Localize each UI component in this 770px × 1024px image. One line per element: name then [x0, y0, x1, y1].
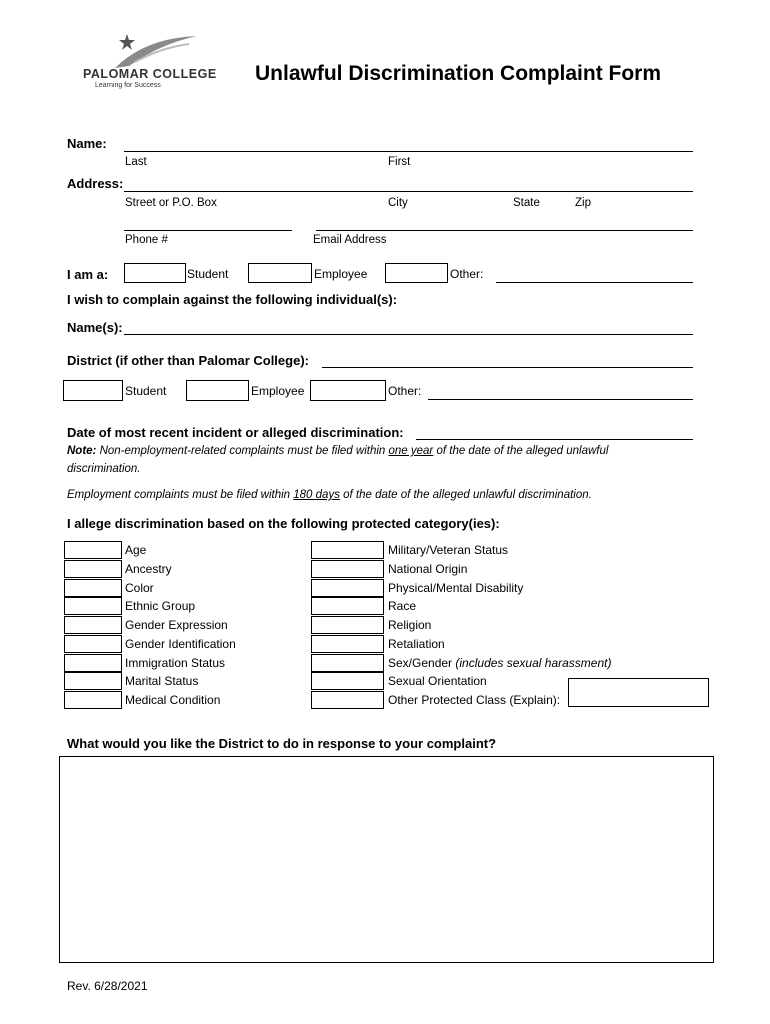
response-textarea[interactable]	[59, 756, 714, 963]
address-label: Address:	[67, 176, 124, 191]
category-label-text: National Origin	[388, 561, 468, 576]
name-line[interactable]	[124, 151, 693, 152]
category-label	[388, 656, 611, 670]
last-caption: Last	[125, 156, 147, 168]
emp-underline: 180 days	[293, 489, 340, 501]
zip-caption: Zip	[575, 197, 591, 209]
street-caption: Street or P.O. Box	[125, 197, 217, 209]
email-caption: Email Address	[313, 234, 387, 246]
other-protected-explain-box[interactable]	[568, 678, 709, 707]
category-label	[388, 618, 431, 632]
category-checkbox[interactable]	[311, 691, 384, 709]
district-line[interactable]	[322, 367, 693, 368]
category-label: Gender Expression	[125, 618, 228, 632]
revision-date: Rev. 6/28/2021	[67, 979, 148, 993]
against-heading: I wish to complain against the following individual(s):	[67, 292, 398, 307]
note-bold: Note:	[67, 445, 97, 457]
star-swoosh-icon	[105, 30, 205, 72]
category-checkbox[interactable]	[311, 579, 384, 597]
category-checkbox[interactable]	[64, 635, 122, 653]
iam-other-label: Other:	[450, 267, 484, 281]
iam-employee-checkbox[interactable]	[248, 263, 312, 283]
note-post: of the date of the alleged unlawful	[433, 445, 609, 457]
note-underline: one year	[388, 445, 434, 457]
note-line2: discrimination.	[67, 463, 141, 475]
category-checkbox[interactable]	[311, 597, 384, 615]
category-label-text: Other Protected Class (Explain):	[388, 693, 561, 707]
against-names-label: Name(s):	[67, 320, 123, 335]
category-checkbox[interactable]	[64, 691, 122, 709]
category-label: Ethnic Group	[125, 599, 196, 614]
category-label-text: Retaliation	[388, 636, 445, 651]
address-line[interactable]	[124, 191, 693, 192]
category-checkbox[interactable]	[64, 541, 122, 559]
iam-employee-label: Employee	[314, 267, 368, 281]
incident-date-line[interactable]	[416, 439, 693, 440]
response-heading: What would you like the District to do in response to your complaint?	[67, 736, 497, 751]
category-checkbox[interactable]	[64, 597, 122, 615]
category-label	[388, 543, 508, 557]
state-caption: State	[513, 197, 540, 209]
note-pre: Non-employment-related complaints must be filed within	[96, 445, 389, 457]
category-label: Immigration Status	[125, 655, 226, 670]
category-checkbox[interactable]	[311, 672, 384, 690]
category-label-text: Military/Veteran Status	[388, 543, 509, 557]
category-checkbox[interactable]	[64, 560, 122, 578]
category-label	[388, 674, 487, 688]
category-label: Ancestry	[125, 561, 172, 576]
category-label	[388, 562, 467, 576]
category-checkbox[interactable]	[64, 654, 122, 672]
phone-caption: Phone #	[125, 234, 168, 246]
first-caption: First	[388, 156, 411, 168]
category-checkbox[interactable]	[64, 579, 122, 597]
category-checkbox[interactable]	[311, 560, 384, 578]
category-label: Medical Condition	[125, 693, 221, 707]
city-caption: City	[388, 197, 408, 209]
against-names-line[interactable]	[124, 334, 693, 335]
iam-student-checkbox[interactable]	[124, 263, 186, 283]
sex-gender-note: (includes sexual harassment)	[455, 655, 612, 670]
employment-note	[67, 489, 592, 501]
category-checkbox[interactable]	[311, 654, 384, 672]
iam-other-line[interactable]	[496, 282, 693, 283]
categories-heading: I allege discrimination based on the following protected category(ies):	[67, 516, 500, 531]
category-label-text: Sex/Gender	[388, 655, 453, 670]
phone-line[interactable]	[124, 230, 292, 231]
logo-name: PALOMAR COLLEGE	[83, 67, 217, 81]
category-checkbox[interactable]	[64, 672, 122, 690]
against-other-label: Other:	[388, 384, 422, 398]
category-checkbox[interactable]	[64, 616, 122, 634]
against-student-label: Student	[125, 384, 167, 398]
incident-date-label: Date of most recent incident or alleged discrimination:	[67, 425, 404, 440]
form-title: Unlawful Discrimination Complaint Form	[255, 62, 662, 85]
category-label-text: Race	[388, 599, 417, 614]
logo-tagline: Learning for Success	[95, 82, 161, 89]
category-label	[388, 693, 560, 707]
against-employee-checkbox[interactable]	[186, 380, 249, 401]
emp-pre: Employment complaints must be filed within	[67, 489, 294, 501]
iam-other-checkbox[interactable]	[385, 263, 448, 283]
email-line[interactable]	[316, 230, 693, 231]
category-label	[388, 599, 416, 613]
category-label: Gender Identification	[125, 636, 236, 651]
category-label: Marital Status	[125, 674, 199, 689]
category-checkbox[interactable]	[311, 541, 384, 559]
against-other-line[interactable]	[428, 399, 693, 400]
category-label-text: Religion	[388, 618, 432, 632]
iam-student-label: Student	[187, 267, 229, 281]
category-label-text: Sexual Orientation	[388, 674, 487, 689]
category-label	[388, 581, 523, 595]
against-student-checkbox[interactable]	[63, 380, 123, 401]
category-label-text: Physical/Mental Disability	[388, 580, 524, 595]
against-other-checkbox[interactable]	[310, 380, 386, 401]
category-label	[388, 637, 445, 651]
district-label: District (if other than Palomar College):	[67, 353, 309, 368]
name-label: Name:	[67, 136, 107, 151]
filing-note	[67, 445, 707, 457]
iam-label: I am a:	[67, 267, 109, 282]
category-label: Color	[125, 580, 154, 595]
category-checkbox[interactable]	[311, 616, 384, 634]
against-employee-label: Employee	[251, 384, 305, 398]
category-checkbox[interactable]	[311, 635, 384, 653]
emp-post: of the date of the alleged unlawful discrimination.	[339, 489, 592, 501]
category-label: Age	[125, 543, 147, 557]
